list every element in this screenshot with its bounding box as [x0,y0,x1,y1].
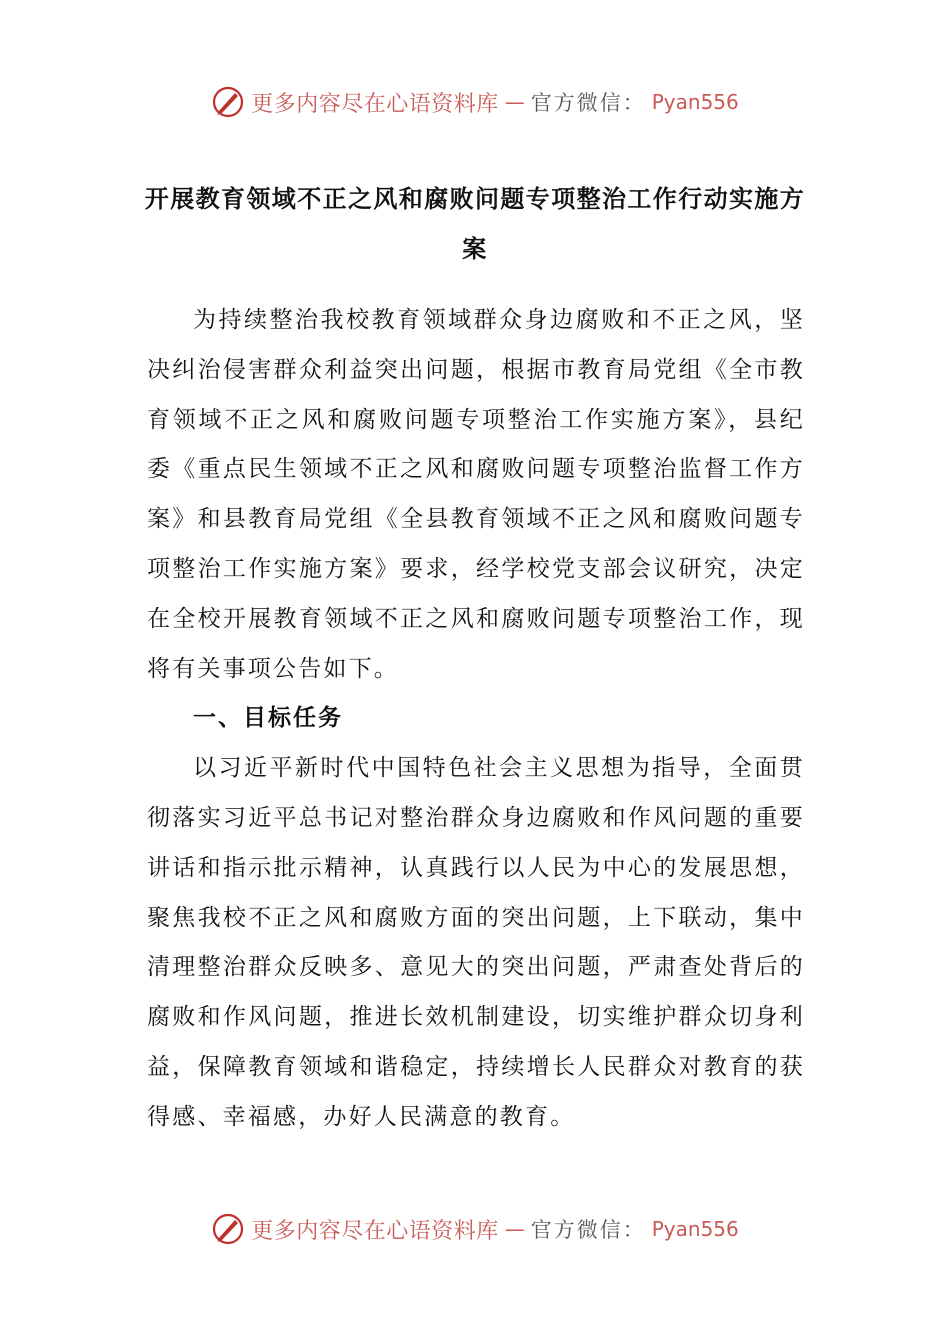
watermark-separator: — [504,90,525,114]
watermark-header [0,82,950,122]
watermark-contact-label: 官方微信： [530,1218,646,1242]
section-heading-goals: 一、目标任务 [193,705,343,732]
watermark-text: 更多内容尽在心语资料库 [251,91,499,117]
intro-paragraph: 为持续整治我校教育领域群众身边腐败和不正之风，坚决纠治侵害群众利益突出问题，根据市教育局党组《全市教育领域不正之风和腐败问题专项整治工作实施方案》，县纪委《重点民生领域不正之风和腐败问题专项整治监督工作方案》和县教育局党组《全县教育领域不正之风和腐败问题专项整治工作实施方案》要求，经学校党支部会议研究，决定在全校开展教育领域不正之风和腐败问题专项整治工作，现将有关事项公告如下。 [147,307,805,682]
pen-logo-icon [211,85,245,119]
document-body [147,296,805,1143]
watermark-contact-value: Pyan556 [651,1217,739,1241]
document-title: 开展教育领域不正之风和腐败问题专项整治工作行动实施方案 [144,185,806,263]
watermark-footer [0,1209,950,1249]
watermark-contact-value: Pyan556 [651,90,739,114]
watermark-contact-label: 官方微信： [530,91,646,115]
watermark-text: 更多内容尽在心语资料库 [251,1218,499,1244]
watermark-separator: — [504,1217,525,1241]
pen-logo-icon [211,1212,245,1246]
goals-paragraph: 以习近平新时代中国特色社会主义思想为指导，全面贯彻落实习近平总书记对整治群众身边腐败和作风问题的重要讲话和指示批示精神，认真践行以人民为中心的发展思想，聚焦我校不正之风和腐败方面的突出问题，上下联动，集中清理整治群众反映多、意见大的突出问题，严肃查处背后的腐败和作风问题，推进长效机制建设，切实维护群众切身利益，保障教育领域和谐稳定，持续增长人民群众对教育的获得感、幸福感，办好人民满意的教育。 [147,755,805,1130]
